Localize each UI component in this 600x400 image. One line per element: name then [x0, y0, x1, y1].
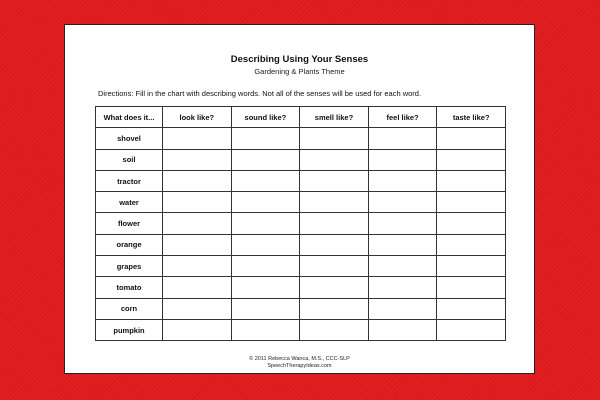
- answer-cell[interactable]: [231, 256, 300, 277]
- answer-cell[interactable]: [437, 149, 506, 170]
- answer-cell[interactable]: [300, 192, 369, 213]
- answer-cell[interactable]: [163, 192, 232, 213]
- answer-cell[interactable]: [163, 298, 232, 319]
- answer-cell[interactable]: [437, 234, 506, 255]
- header-what-does-it: What does it...: [96, 107, 163, 128]
- word-cell: water: [96, 192, 163, 213]
- answer-cell[interactable]: [231, 128, 300, 149]
- header-sound: sound like?: [231, 107, 300, 128]
- table-row: [96, 234, 506, 255]
- answer-cell[interactable]: [300, 170, 369, 191]
- answer-cell[interactable]: [437, 319, 506, 340]
- answer-cell[interactable]: [437, 298, 506, 319]
- copyright-line: © 2011 Rebecca Wanca, M.S., CCC-SLP: [249, 356, 350, 362]
- answer-cell[interactable]: [163, 256, 232, 277]
- answer-cell[interactable]: [163, 170, 232, 191]
- answer-cell[interactable]: [437, 256, 506, 277]
- header-feel: feel like?: [368, 107, 437, 128]
- answer-cell[interactable]: [437, 128, 506, 149]
- word-cell: orange: [96, 234, 163, 255]
- answer-cell[interactable]: [368, 319, 437, 340]
- answer-cell[interactable]: [231, 213, 300, 234]
- answer-cell[interactable]: [437, 213, 506, 234]
- answer-cell[interactable]: [368, 277, 437, 298]
- header-row: [96, 107, 506, 128]
- answer-cell[interactable]: [231, 319, 300, 340]
- answer-cell[interactable]: [231, 149, 300, 170]
- answer-cell[interactable]: [368, 128, 437, 149]
- answer-cell[interactable]: [368, 170, 437, 191]
- answer-cell[interactable]: [368, 213, 437, 234]
- table-row: [96, 277, 506, 298]
- answer-cell[interactable]: [300, 277, 369, 298]
- word-cell: pumpkin: [96, 319, 163, 340]
- word-cell: tractor: [96, 170, 163, 191]
- word-cell: grapes: [96, 256, 163, 277]
- answer-cell[interactable]: [368, 298, 437, 319]
- table-row: [96, 128, 506, 149]
- table-row: [96, 298, 506, 319]
- answer-cell[interactable]: [437, 192, 506, 213]
- answer-cell[interactable]: [368, 234, 437, 255]
- answer-cell[interactable]: [437, 170, 506, 191]
- answer-cell[interactable]: [163, 149, 232, 170]
- header-look: look like?: [163, 107, 232, 128]
- answer-cell[interactable]: [231, 192, 300, 213]
- answer-cell[interactable]: [231, 170, 300, 191]
- word-cell: corn: [96, 298, 163, 319]
- answer-cell[interactable]: [368, 149, 437, 170]
- table-row: [96, 213, 506, 234]
- answer-cell[interactable]: [300, 234, 369, 255]
- answer-cell[interactable]: [231, 277, 300, 298]
- answer-cell[interactable]: [300, 298, 369, 319]
- word-cell: tomato: [96, 277, 163, 298]
- worksheet-page: [64, 24, 535, 374]
- answer-cell[interactable]: [300, 213, 369, 234]
- answer-cell[interactable]: [300, 319, 369, 340]
- copyright-footer: [65, 356, 534, 370]
- answer-cell[interactable]: [231, 298, 300, 319]
- answer-cell[interactable]: [163, 128, 232, 149]
- table-row: [96, 192, 506, 213]
- table-row: [96, 319, 506, 340]
- word-cell: shovel: [96, 128, 163, 149]
- word-cell: flower: [96, 213, 163, 234]
- answer-cell[interactable]: [368, 256, 437, 277]
- header-smell: smell like?: [300, 107, 369, 128]
- senses-chart: [95, 106, 506, 341]
- directions-text: Directions: Fill in the chart with describing words. Not all of the senses will be used for each word.: [98, 89, 422, 98]
- answer-cell[interactable]: [163, 234, 232, 255]
- answer-cell[interactable]: [300, 256, 369, 277]
- table-row: [96, 170, 506, 191]
- answer-cell[interactable]: [163, 319, 232, 340]
- table-row: [96, 256, 506, 277]
- answer-cell[interactable]: [437, 277, 506, 298]
- answer-cell[interactable]: [231, 234, 300, 255]
- worksheet-subtitle: Gardening & Plants Theme: [254, 67, 345, 76]
- answer-cell[interactable]: [368, 192, 437, 213]
- answer-cell[interactable]: [163, 213, 232, 234]
- answer-cell[interactable]: [300, 128, 369, 149]
- answer-cell[interactable]: [163, 277, 232, 298]
- website-line: SpeechTherapyIdeas.com: [267, 363, 332, 369]
- worksheet-title: Describing Using Your Senses: [230, 54, 369, 65]
- answer-cell[interactable]: [300, 149, 369, 170]
- header-taste: taste like?: [437, 107, 506, 128]
- word-cell: soil: [96, 149, 163, 170]
- table-row: [96, 149, 506, 170]
